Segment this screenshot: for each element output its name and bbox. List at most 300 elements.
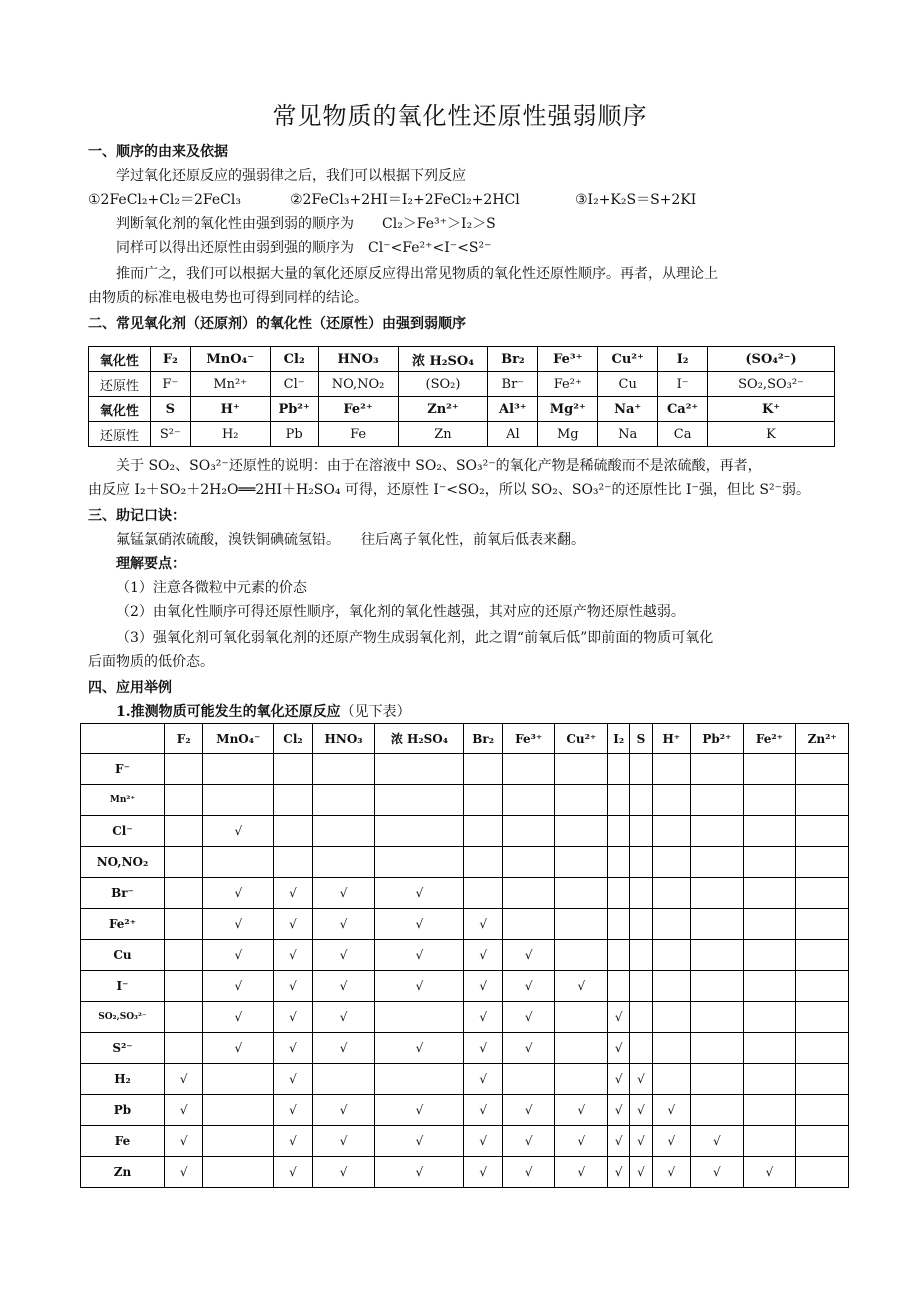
table-row [89, 397, 835, 422]
table-cell: Pb [270, 422, 318, 447]
check-mark-cell: √ [375, 940, 464, 971]
column-header: Zn²⁺ [796, 724, 849, 754]
check-mark-cell: √ [203, 1033, 274, 1064]
empty-cell [274, 847, 312, 878]
row-label: 氧化性 [89, 347, 151, 372]
empty-cell [691, 1064, 744, 1095]
mnemonic: 氟锰氯硝浓硫酸，溴铁铜碘硫氢铅。 往后离子氧化性，前氧后低表来翻。 [116, 532, 585, 548]
empty-cell [652, 971, 690, 1002]
check-mark-cell: √ [464, 1064, 502, 1095]
empty-cell [652, 785, 690, 816]
empty-cell [312, 816, 375, 847]
empty-cell [164, 785, 202, 816]
check-mark-cell: √ [274, 1126, 312, 1157]
check-mark-cell: √ [502, 1126, 555, 1157]
table-cell: SO₂,SO₃²⁻ [708, 372, 835, 397]
empty-cell [555, 754, 608, 785]
check-mark-cell: √ [691, 1126, 744, 1157]
row-label: Cu [81, 940, 165, 971]
table-row [81, 940, 849, 971]
check-mark-cell: √ [312, 971, 375, 1002]
check-mark-cell: √ [375, 1033, 464, 1064]
check-mark-cell: √ [375, 1095, 464, 1126]
empty-cell [164, 909, 202, 940]
check-mark-cell: √ [464, 1033, 502, 1064]
table-cell: Cl⁻ [270, 372, 318, 397]
empty-cell [796, 1157, 849, 1188]
check-mark-cell: √ [464, 909, 502, 940]
reaction-1: ①2FeCl₂+Cl₂＝2FeCl₃ [88, 192, 241, 208]
table-cell: I₂ [658, 347, 708, 372]
empty-cell [608, 754, 630, 785]
table-row [81, 909, 849, 940]
empty-cell [796, 1064, 849, 1095]
table-row [81, 785, 849, 816]
check-mark-cell: √ [652, 1095, 690, 1126]
row-label: Mn²⁺ [81, 785, 165, 816]
table-row [89, 372, 835, 397]
table-cell: Zn²⁺ [398, 397, 488, 422]
table-row [81, 816, 849, 847]
empty-cell [203, 1095, 274, 1126]
row-label: NO,NO₂ [81, 847, 165, 878]
check-mark-cell: √ [203, 878, 274, 909]
key-point: （3）强氧化剂可氧化弱氧化剂的还原产物生成弱氧化剂，此之谓“前氧后低”即前面的物质可氧化 [116, 630, 714, 646]
empty-cell [502, 909, 555, 940]
empty-cell [743, 971, 796, 1002]
empty-cell [375, 816, 464, 847]
row-label: 还原性 [89, 422, 151, 447]
empty-cell [464, 878, 502, 909]
check-mark-cell: √ [274, 1157, 312, 1188]
table-cell: Br₂ [488, 347, 538, 372]
empty-cell [164, 971, 202, 1002]
oxidation-order-table [88, 346, 835, 447]
empty-cell [630, 971, 652, 1002]
check-mark-cell: √ [608, 1157, 630, 1188]
table-cell: 浓 H₂SO₄ [398, 347, 488, 372]
subsection-heading: 1.推测物质可能发生的氧化还原反应 [116, 704, 341, 720]
check-mark-cell: √ [555, 1126, 608, 1157]
section-2-heading: 二、常见氧化剂（还原剂）的氧化性（还原性）由强到弱顺序 [88, 316, 466, 332]
table-cell: Mg [538, 422, 598, 447]
table-cell: Fe²⁺ [538, 372, 598, 397]
empty-cell [796, 940, 849, 971]
row-label: 还原性 [89, 372, 151, 397]
column-header: I₂ [608, 724, 630, 754]
empty-cell [796, 1095, 849, 1126]
corner-cell [81, 724, 165, 754]
table-row [81, 1002, 849, 1033]
table-row [81, 847, 849, 878]
table-cell: F⁻ [150, 372, 190, 397]
check-mark-cell: √ [464, 940, 502, 971]
empty-cell [652, 940, 690, 971]
empty-cell [608, 847, 630, 878]
empty-cell [555, 847, 608, 878]
empty-cell [743, 909, 796, 940]
empty-cell [691, 940, 744, 971]
empty-cell [691, 785, 744, 816]
empty-cell [203, 1126, 274, 1157]
empty-cell [630, 816, 652, 847]
empty-cell [555, 816, 608, 847]
table-cell: F₂ [150, 347, 190, 372]
table-cell: K⁺ [708, 397, 835, 422]
empty-cell [312, 847, 375, 878]
table-row [81, 1126, 849, 1157]
check-mark-cell: √ [691, 1157, 744, 1188]
column-header: Cl₂ [274, 724, 312, 754]
empty-cell [630, 847, 652, 878]
section-1-heading: 一、顺序的由来及依据 [88, 144, 228, 160]
check-mark-cell: √ [555, 1157, 608, 1188]
empty-cell [652, 1002, 690, 1033]
empty-cell [312, 1064, 375, 1095]
check-mark-cell: √ [464, 1157, 502, 1188]
empty-cell [274, 754, 312, 785]
empty-cell [502, 1064, 555, 1095]
empty-cell [652, 1033, 690, 1064]
oxidizing-order-line: 判断氧化剂的氧化性由强到弱的顺序为 Cl₂＞Fe³⁺＞I₂＞S [116, 216, 496, 232]
check-mark-cell: √ [464, 1095, 502, 1126]
check-mark-cell: √ [375, 971, 464, 1002]
table-cell: Na [598, 422, 658, 447]
table-cell: Fe²⁺ [318, 397, 398, 422]
empty-cell [691, 971, 744, 1002]
check-mark-cell: √ [312, 1002, 375, 1033]
empty-cell [652, 1064, 690, 1095]
row-label: Br⁻ [81, 878, 165, 909]
check-mark-cell: √ [743, 1157, 796, 1188]
empty-cell [691, 847, 744, 878]
empty-cell [312, 754, 375, 785]
note-line: 关于 SO₂、SO₃²⁻还原性的说明：由于在溶液中 SO₂、SO₃²⁻的氧化产物是稀硫酸而不是浓硫酸，再者， [116, 458, 762, 474]
check-mark-cell: √ [274, 940, 312, 971]
table-row [89, 347, 835, 372]
empty-cell [796, 847, 849, 878]
row-label: Cl⁻ [81, 816, 165, 847]
empty-cell [630, 1033, 652, 1064]
empty-cell [608, 909, 630, 940]
table-row [81, 1095, 849, 1126]
table-cell: Br⁻ [488, 372, 538, 397]
empty-cell [164, 816, 202, 847]
check-mark-cell: √ [312, 878, 375, 909]
check-mark-cell: √ [608, 1033, 630, 1064]
check-mark-cell: √ [312, 940, 375, 971]
column-header: Fe²⁺ [743, 724, 796, 754]
empty-cell [274, 785, 312, 816]
paragraph-line: 由物质的标准电极电势也可得到同样的结论。 [88, 290, 368, 306]
table-cell: I⁻ [658, 372, 708, 397]
empty-cell [743, 878, 796, 909]
empty-cell [652, 847, 690, 878]
check-mark-cell: √ [555, 1095, 608, 1126]
empty-cell [630, 878, 652, 909]
table-cell: Cu²⁺ [598, 347, 658, 372]
empty-cell [555, 785, 608, 816]
empty-cell [652, 909, 690, 940]
column-header: H⁺ [652, 724, 690, 754]
check-mark-cell: √ [652, 1157, 690, 1188]
empty-cell [608, 971, 630, 1002]
check-mark-cell: √ [464, 971, 502, 1002]
empty-cell [743, 754, 796, 785]
table-row [81, 1064, 849, 1095]
row-label: I⁻ [81, 971, 165, 1002]
empty-cell [743, 1002, 796, 1033]
column-header: 浓 H₂SO₄ [375, 724, 464, 754]
table-cell: H₂ [190, 422, 270, 447]
table-cell: Cl₂ [270, 347, 318, 372]
check-mark-cell: √ [375, 909, 464, 940]
reaction-3: ③I₂+K₂S＝S+2KI [575, 192, 697, 208]
check-mark-cell: √ [630, 1157, 652, 1188]
section-1-intro: 学过氧化还原反应的强弱律之后，我们可以根据下列反应 [116, 168, 466, 184]
empty-cell [464, 816, 502, 847]
empty-cell [164, 1033, 202, 1064]
empty-cell [555, 1002, 608, 1033]
check-mark-cell: √ [203, 816, 274, 847]
empty-cell [743, 816, 796, 847]
check-mark-cell: √ [464, 1002, 502, 1033]
check-mark-cell: √ [164, 1157, 202, 1188]
table-cell: HNO₃ [318, 347, 398, 372]
table-cell: MnO₄⁻ [190, 347, 270, 372]
empty-cell [743, 847, 796, 878]
table-cell: (SO₄²⁻) [708, 347, 835, 372]
empty-cell [630, 754, 652, 785]
check-mark-cell: √ [608, 1064, 630, 1095]
table-cell: Ca [658, 422, 708, 447]
check-mark-cell: √ [502, 940, 555, 971]
empty-cell [502, 878, 555, 909]
check-mark-cell: √ [630, 1126, 652, 1157]
empty-cell [691, 1033, 744, 1064]
empty-cell [375, 1002, 464, 1033]
table-cell: Fe³⁺ [538, 347, 598, 372]
empty-cell [464, 754, 502, 785]
empty-cell [796, 816, 849, 847]
empty-cell [630, 785, 652, 816]
check-mark-cell: √ [502, 971, 555, 1002]
empty-cell [608, 940, 630, 971]
check-mark-cell: √ [274, 1033, 312, 1064]
table-cell: Mn²⁺ [190, 372, 270, 397]
check-mark-cell: √ [502, 1033, 555, 1064]
empty-cell [164, 940, 202, 971]
check-mark-cell: √ [375, 1126, 464, 1157]
empty-cell [203, 1064, 274, 1095]
row-label: SO₂,SO₃²⁻ [81, 1002, 165, 1033]
table-cell: Zn [398, 422, 488, 447]
empty-cell [608, 816, 630, 847]
check-mark-cell: √ [464, 1126, 502, 1157]
empty-cell [203, 785, 274, 816]
empty-cell [796, 878, 849, 909]
check-mark-cell: √ [375, 1157, 464, 1188]
key-point: （2）由氧化性顺序可得还原性顺序，氧化剂的氧化性越强，其对应的还原产物还原性越弱。 [116, 604, 685, 620]
table-cell: Cu [598, 372, 658, 397]
empty-cell [796, 1002, 849, 1033]
table-row [81, 754, 849, 785]
key-point: 后面物质的低价态。 [88, 654, 214, 670]
column-header: Fe³⁺ [502, 724, 555, 754]
check-mark-cell: √ [312, 1126, 375, 1157]
empty-cell [164, 754, 202, 785]
paragraph-line: 推而广之，我们可以根据大量的氧化还原反应得出常见物质的氧化性还原性顺序。再者，从理论上 [116, 266, 718, 282]
empty-cell [691, 909, 744, 940]
table-cell: Al³⁺ [488, 397, 538, 422]
table-cell: (SO₂) [398, 372, 488, 397]
empty-cell [555, 1033, 608, 1064]
check-mark-cell: √ [274, 1095, 312, 1126]
table-cell: Mg²⁺ [538, 397, 598, 422]
empty-cell [164, 847, 202, 878]
empty-cell [164, 1002, 202, 1033]
row-label: Fe [81, 1126, 165, 1157]
empty-cell [796, 909, 849, 940]
check-mark-cell: √ [203, 909, 274, 940]
empty-cell [164, 878, 202, 909]
empty-cell [555, 878, 608, 909]
column-header: Br₂ [464, 724, 502, 754]
empty-cell [555, 909, 608, 940]
check-mark-cell: √ [312, 1095, 375, 1126]
empty-cell [312, 785, 375, 816]
check-mark-cell: √ [164, 1126, 202, 1157]
table-row [81, 1157, 849, 1188]
table-row [81, 878, 849, 909]
check-mark-cell: √ [274, 1002, 312, 1033]
row-label: F⁻ [81, 754, 165, 785]
reaction-matrix-table [80, 723, 849, 1188]
empty-cell [796, 785, 849, 816]
table-cell: H⁺ [190, 397, 270, 422]
row-label: Pb [81, 1095, 165, 1126]
row-label: H₂ [81, 1064, 165, 1095]
check-mark-cell: √ [502, 1157, 555, 1188]
empty-cell [743, 1126, 796, 1157]
empty-cell [743, 1095, 796, 1126]
check-mark-cell: √ [502, 1002, 555, 1033]
empty-cell [375, 754, 464, 785]
empty-cell [691, 754, 744, 785]
column-header: MnO₄⁻ [203, 724, 274, 754]
empty-cell [691, 1095, 744, 1126]
row-label: S²⁻ [81, 1033, 165, 1064]
check-mark-cell: √ [312, 1033, 375, 1064]
empty-cell [464, 847, 502, 878]
table-row [89, 422, 835, 447]
empty-cell [502, 816, 555, 847]
reaction-2: ②2FeCl₃+2HI＝I₂+2FeCl₂+2HCl [290, 192, 520, 208]
empty-cell [743, 785, 796, 816]
empty-cell [743, 1064, 796, 1095]
table-cell: Pb²⁺ [270, 397, 318, 422]
column-header: Pb²⁺ [691, 724, 744, 754]
check-mark-cell: √ [608, 1126, 630, 1157]
check-mark-cell: √ [274, 878, 312, 909]
check-mark-cell: √ [502, 1095, 555, 1126]
check-mark-cell: √ [608, 1002, 630, 1033]
key-point: （1）注意各微粒中元素的价态 [116, 580, 307, 596]
table-cell: NO,NO₂ [318, 372, 398, 397]
page-title: 常见物质的氧化性还原性强弱顺序 [272, 102, 648, 130]
table-cell: Fe [318, 422, 398, 447]
column-header: F₂ [164, 724, 202, 754]
empty-cell [630, 940, 652, 971]
empty-cell [652, 878, 690, 909]
check-mark-cell: √ [274, 971, 312, 1002]
note-line: 由反应 I₂＋SO₂＋2H₂O══2HI＋H₂SO₄ 可得，还原性 I⁻<SO₂，所以 SO₂、SO₃²⁻的还原性比 I⁻强，但比 S²⁻弱。 [88, 482, 810, 498]
empty-cell [796, 1126, 849, 1157]
check-mark-cell: √ [203, 971, 274, 1002]
empty-cell [652, 754, 690, 785]
empty-cell [743, 1033, 796, 1064]
check-mark-cell: √ [630, 1095, 652, 1126]
empty-cell [375, 785, 464, 816]
table-cell: S²⁻ [150, 422, 190, 447]
empty-cell [203, 754, 274, 785]
empty-cell [630, 909, 652, 940]
check-mark-cell: √ [164, 1064, 202, 1095]
table-cell: S [150, 397, 190, 422]
check-mark-cell: √ [312, 1157, 375, 1188]
check-mark-cell: √ [652, 1126, 690, 1157]
key-points-heading: 理解要点： [116, 556, 186, 572]
empty-cell [274, 816, 312, 847]
check-mark-cell: √ [203, 1002, 274, 1033]
check-mark-cell: √ [203, 940, 274, 971]
empty-cell [608, 878, 630, 909]
check-mark-cell: √ [375, 878, 464, 909]
table-row [81, 1033, 849, 1064]
reducing-order-line: 同样可以得出还原性由弱到强的顺序为 Cl⁻<Fe²⁺<I⁻<S²⁻ [116, 240, 492, 256]
table-cell: K [708, 422, 835, 447]
check-mark-cell: √ [274, 909, 312, 940]
row-label: 氧化性 [89, 397, 151, 422]
empty-cell [502, 785, 555, 816]
empty-cell [796, 971, 849, 1002]
check-mark-cell: √ [164, 1095, 202, 1126]
empty-cell [203, 1157, 274, 1188]
empty-cell [555, 940, 608, 971]
section-4-heading: 四、应用举例 [88, 680, 172, 696]
empty-cell [464, 785, 502, 816]
check-mark-cell: √ [608, 1095, 630, 1126]
empty-cell [555, 1064, 608, 1095]
table-cell: Ca²⁺ [658, 397, 708, 422]
subsection-note: （见下表） [340, 704, 411, 720]
empty-cell [743, 940, 796, 971]
empty-cell [691, 878, 744, 909]
table-cell: Na⁺ [598, 397, 658, 422]
empty-cell [502, 754, 555, 785]
check-mark-cell: √ [555, 971, 608, 1002]
check-mark-cell: √ [312, 909, 375, 940]
empty-cell [796, 1033, 849, 1064]
empty-cell [652, 816, 690, 847]
check-mark-cell: √ [630, 1064, 652, 1095]
column-header: HNO₃ [312, 724, 375, 754]
empty-cell [630, 1002, 652, 1033]
empty-cell [796, 754, 849, 785]
empty-cell [608, 785, 630, 816]
section-3-heading: 三、助记口诀： [88, 508, 186, 524]
column-header: Cu²⁺ [555, 724, 608, 754]
